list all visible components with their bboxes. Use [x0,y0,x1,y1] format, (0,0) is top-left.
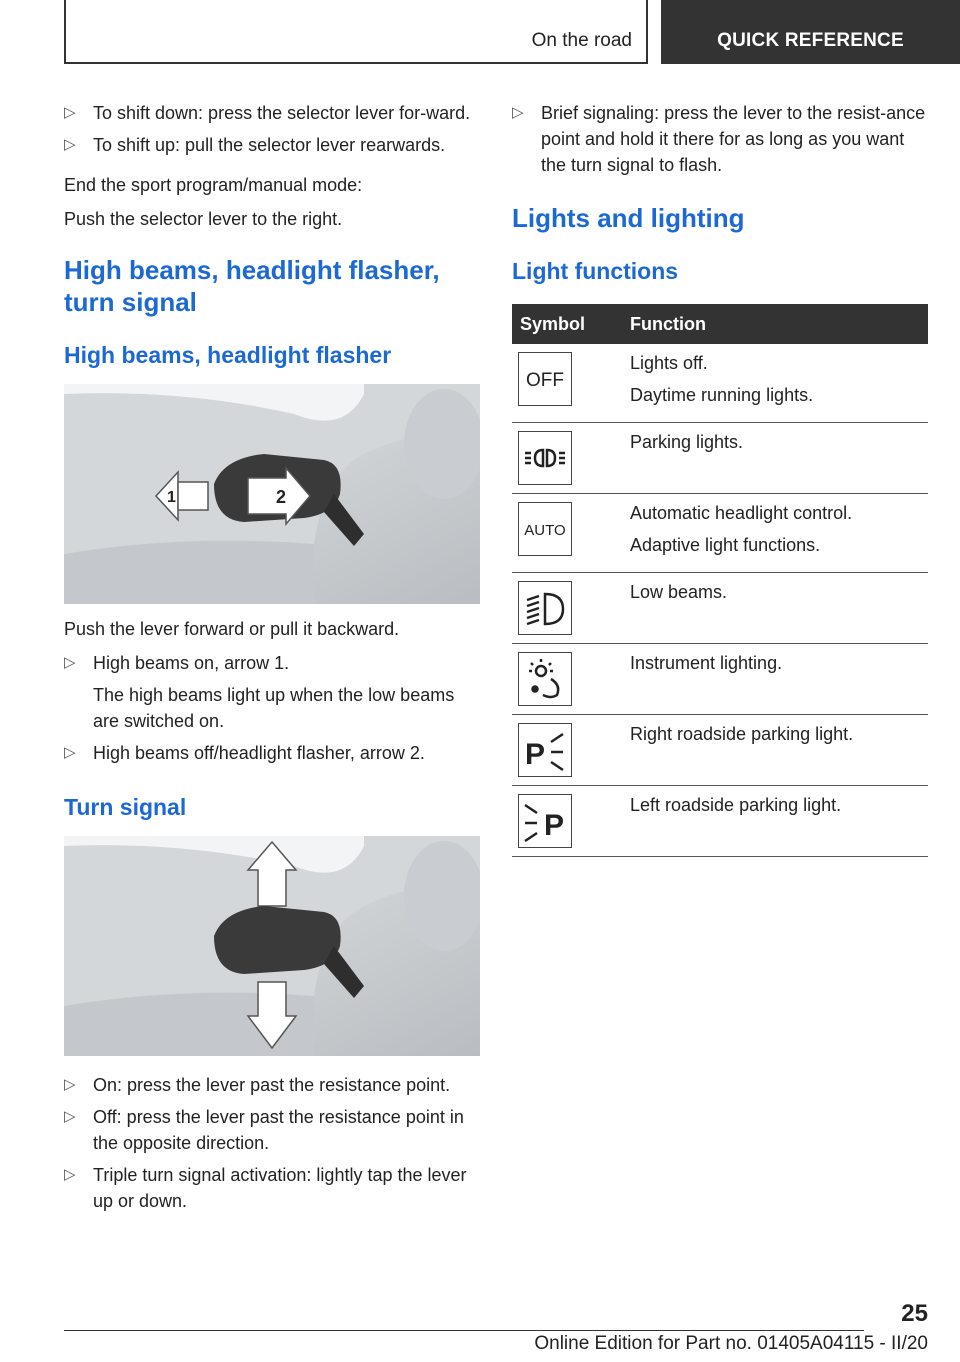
function-text: Adaptive light functions. [630,535,821,555]
header-section-title: On the road [531,30,632,51]
shift-bullets [64,100,482,158]
list-item: ▷ To shift down: press the selector lever for‐ward. [64,100,482,126]
paragraph: End the sport program/manual mode: [64,175,363,195]
section-heading: Lights and lighting [512,203,745,233]
low-beams-icon [518,581,572,635]
function-text: Lights off. [630,353,708,373]
light-functions-table [512,304,928,857]
column-header-symbol: Symbol [512,304,622,344]
subsection-heading: High beams, headlight flasher [64,342,392,368]
header-section-box [64,0,648,64]
bullet-triangle-icon: ▷ [64,1076,76,1093]
bullet-triangle-icon: ▷ [64,744,76,761]
svg-text:OFF: OFF [526,370,564,391]
function-text: Right roadside parking light. [630,724,854,744]
turn-signal-lever-illustration [64,836,480,1056]
header-chapter-title: QUICK REFERENCE [717,30,904,51]
list-item: ▷ To shift up: pull the selector lever rearwards. [64,132,482,158]
table-row [512,344,928,423]
section-heading: High beams, headlight flasher, turn signal [64,255,440,317]
svg-text:P: P [524,738,546,771]
function-text: Daytime running lights. [630,385,814,405]
footer-divider [64,1330,864,1331]
paragraph: Push the lever forward or pull it backward. [64,619,400,639]
table-row [512,644,928,715]
table-row [512,573,928,644]
table-header-row [512,304,928,344]
bullet-triangle-icon: ▷ [512,104,524,121]
subsection-heading: Turn signal [64,794,187,820]
list-item: ▷ Off: press the lever past the resistance point in the opposite direction. [64,1104,482,1156]
high-beam-bullets [64,650,482,766]
function-text: Parking lights. [630,432,744,452]
subsection-heading: Light functions [512,258,679,284]
arrow-1-label: 1 [167,489,176,506]
list-item: ▷ Brief signaling: press the lever to the resist‐ance point and hold it there for as long as you want the turn signal to flash. [512,100,928,178]
right-column [512,100,928,857]
function-text: Low beams. [630,582,728,602]
list-item: ▷ High beams on, arrow 1. The high beams light up when the low beams are switched on. [64,650,482,734]
svg-text:P: P [543,809,565,842]
left-parking-light-icon [518,794,572,848]
auto-headlight-icon [518,502,572,556]
paragraph: Push the selector lever to the right. [64,209,343,229]
brief-signal-bullets [512,100,928,178]
turn-signal-bullets [64,1072,482,1214]
instrument-lighting-icon [518,652,572,706]
arrow-2-label: 2 [276,487,287,507]
list-item: ▷ High beams off/headlight flasher, arrow 2. [64,740,482,766]
table-row [512,786,928,857]
bullet-triangle-icon: ▷ [64,1166,76,1183]
svg-text:AUTO: AUTO [524,522,566,539]
bullet-triangle-icon: ▷ [64,1108,76,1125]
parking-lights-icon [518,431,572,485]
function-text: Left roadside parking light. [630,795,842,815]
function-text: Automatic headlight control. [630,503,853,523]
function-text: Instrument lighting. [630,653,783,673]
table-row [512,423,928,494]
column-header-function: Function [622,304,928,344]
bullet-triangle-icon: ▷ [64,136,76,153]
list-item: ▷ On: press the lever past the resistance point. [64,1072,482,1098]
list-item: ▷ Triple turn signal activation: lightly tap the lever up or down. [64,1162,482,1214]
bullet-triangle-icon: ▷ [64,104,76,121]
left-column [64,100,482,1220]
table-row [512,494,928,573]
edition-note: Online Edition for Part no. 01405A04115 - II/20 [534,1333,928,1354]
right-parking-light-icon [518,723,572,777]
page-number: 25 [901,1300,928,1327]
list-item-detail: The high beams light up when the low beams are switched on. [93,685,455,731]
lights-off-icon [518,352,572,406]
high-beam-lever-illustration [64,384,480,604]
table-row [512,715,928,786]
bullet-triangle-icon: ▷ [64,654,76,671]
header-chapter-box [661,0,960,64]
